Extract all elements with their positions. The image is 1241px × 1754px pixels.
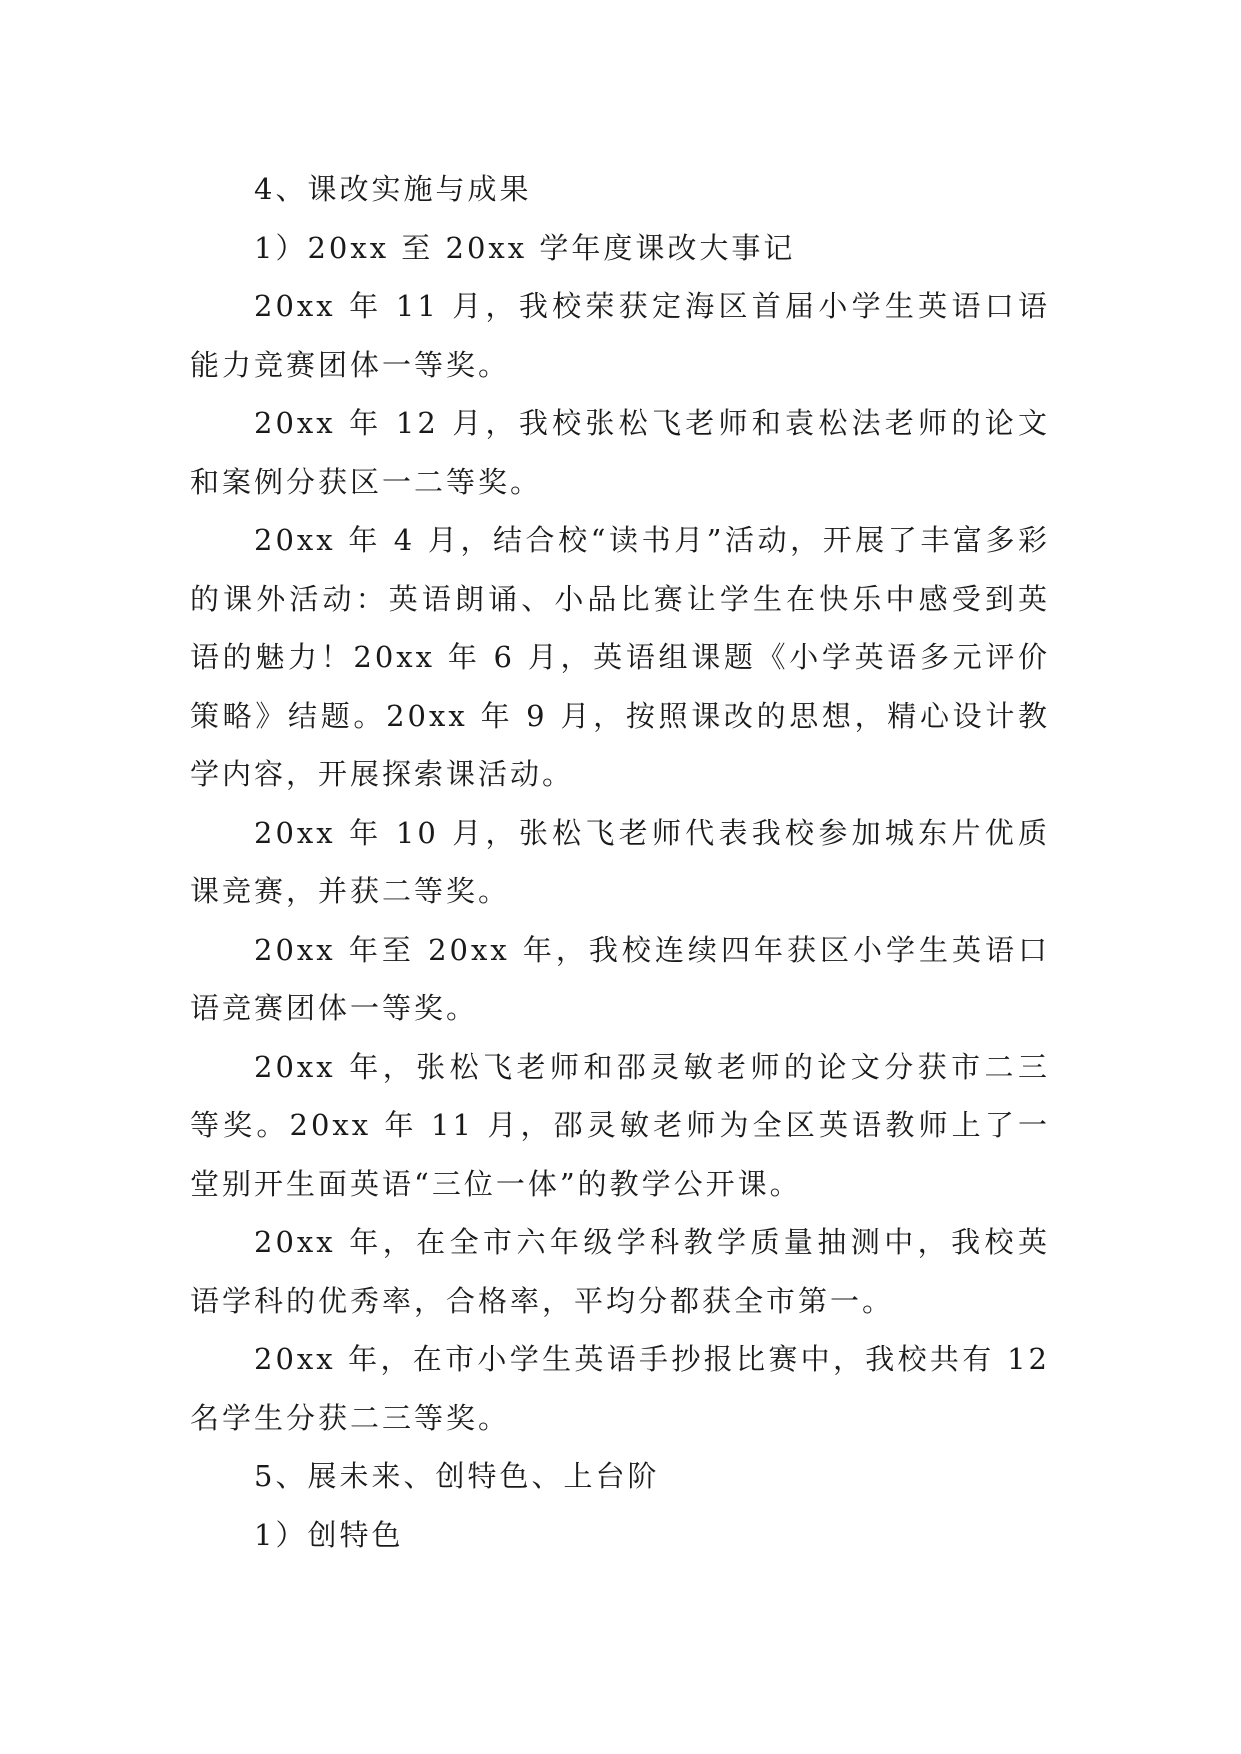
- paragraph: 20xx 年 11 月，我校荣获定海区首届小学生英语口语能力竞赛团体一等奖。: [190, 289, 1050, 382]
- paragraph: 20xx 年，张松飞老师和邵灵敏老师的论文分获市二三等奖。20xx 年 11 月，邵灵敏老师为全区英语教师上了一堂别开生面英语“三位一体”的教学公开课。: [190, 1049, 1050, 1201]
- paragraph: 20xx 年，在市小学生英语手抄报比赛中，我校共有 12 名学生分获二三等奖。: [190, 1342, 1050, 1435]
- subsection-heading-1: 1）20xx 至 20xx 学年度课改大事记: [254, 230, 796, 265]
- section-heading-5: 5、展未来、创特色、上台阶: [254, 1459, 660, 1493]
- subsection-heading-1-features: 1）创特色: [254, 1517, 404, 1552]
- paragraph: 20xx 年 4 月，结合校“读书月”活动，开展了丰富多彩的课外活动：英语朗诵、小品比赛让学生在快乐中感受到英语的魅力！20xx 年 6 月，英语组课题《小学英语多元评价策略》结题。20xx 年 9 月，按照课改的思想，精心设计教学内容，开展探索课活动。: [190, 523, 1050, 791]
- paragraph: 20xx 年 12 月，我校张松飞老师和袁松法老师的论文和案例分获区一二等奖。: [190, 406, 1050, 499]
- paragraph: 20xx 年，在全市六年级学科教学质量抽测中，我校英语学科的优秀率，合格率，平均分都获全市第一。: [190, 1225, 1050, 1318]
- section-heading-4: 4、课改实施与成果: [254, 172, 532, 206]
- document-body: [190, 160, 1050, 1564]
- paragraph: 20xx 年至 20xx 年，我校连续四年获区小学生英语口语竞赛团体一等奖。: [190, 932, 1050, 1025]
- paragraph: 20xx 年 10 月，张松飞老师代表我校参加城东片优质课竞赛，并获二等奖。: [190, 815, 1050, 908]
